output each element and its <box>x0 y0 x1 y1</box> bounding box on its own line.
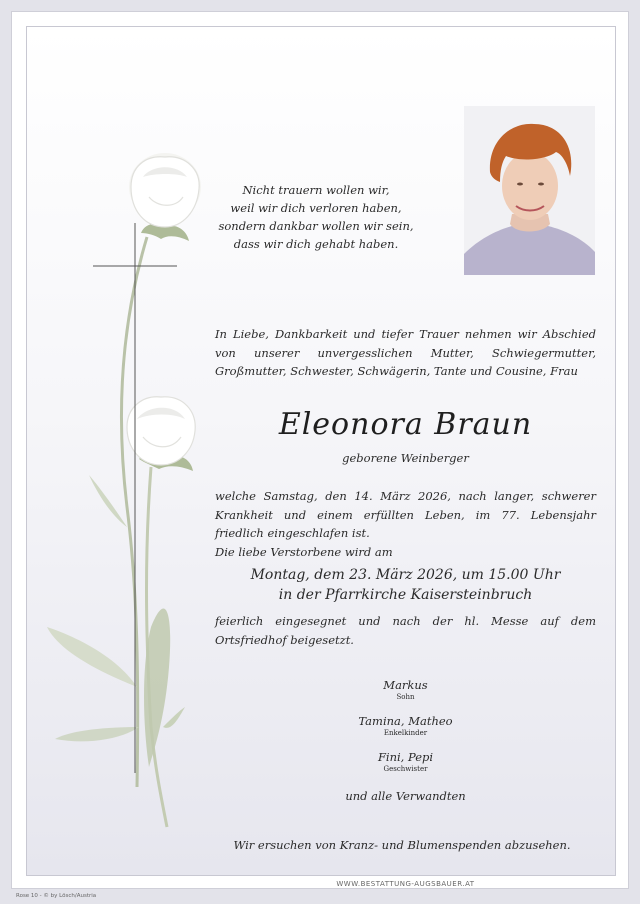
mourner-names: Tamina, Matheo <box>358 714 453 728</box>
memorial-verse <box>203 181 429 253</box>
funeral-location: in der Pfarrkirche Kaisersteinbruch <box>278 587 533 603</box>
obituary-card <box>12 12 628 888</box>
funeral-home-website: WWW.BESTATTUNG-AUGSBAUER.AT <box>336 880 475 888</box>
mourner-entry <box>215 713 596 738</box>
mourner-names: Fini, Pepi <box>377 750 434 764</box>
deceased-name: Eleonora Braun <box>278 407 533 442</box>
funeral-intro: Die liebe Verstorbene wird am <box>215 545 393 559</box>
verse-line: sondern dankbar wollen wir sein, <box>218 219 414 233</box>
mourner-relation: Enkelkinder <box>383 729 428 737</box>
maiden-name: geborene Weinberger <box>342 451 469 465</box>
mourner-relation: Geschwister <box>383 765 428 773</box>
relatives-line: und alle Verwandten <box>345 789 466 803</box>
mourner-entry <box>215 677 596 702</box>
donation-request: Wir ersuchen von Kranz- und Blumenspenden abzusehen. <box>233 838 571 852</box>
verse-line: dass wir dich gehabt haben. <box>233 237 399 251</box>
verse-line: Nicht trauern wollen wir, <box>242 183 390 197</box>
mourner-entry <box>215 749 596 774</box>
obituary-frame <box>26 26 616 888</box>
burial-text: feierlich eingesegnet und nach der hl. Messe auf dem Ortsfriedhof beigesetzt. <box>215 614 596 647</box>
verse-line: weil wir dich verloren haben, <box>230 201 402 215</box>
cross-icon <box>93 223 177 773</box>
image-credit: Rose 10 - © by Lösch/Austria <box>16 893 97 899</box>
farewell-text: In Liebe, Dankbarkeit und tiefer Trauer nehmen wir Abschied von unserer unvergesslichen Mutter, Schwiegermutter, Großmutter, Schwester, Schwägerin, Tante und Cousine, Frau <box>215 327 596 379</box>
funeral-date: Montag, dem 23. März 2026, um 15.00 Uhr <box>250 567 561 583</box>
mourner-names: Markus <box>383 678 428 692</box>
deceased-portrait <box>464 106 595 275</box>
mourner-relation: Sohn <box>396 693 415 701</box>
death-notice: welche Samstag, den 14. März 2026, nach langer, schwerer Krankheit und einem erfüllten Leben, im 77. Lebensjahr friedlich eingeschlafen ist. <box>215 489 596 541</box>
